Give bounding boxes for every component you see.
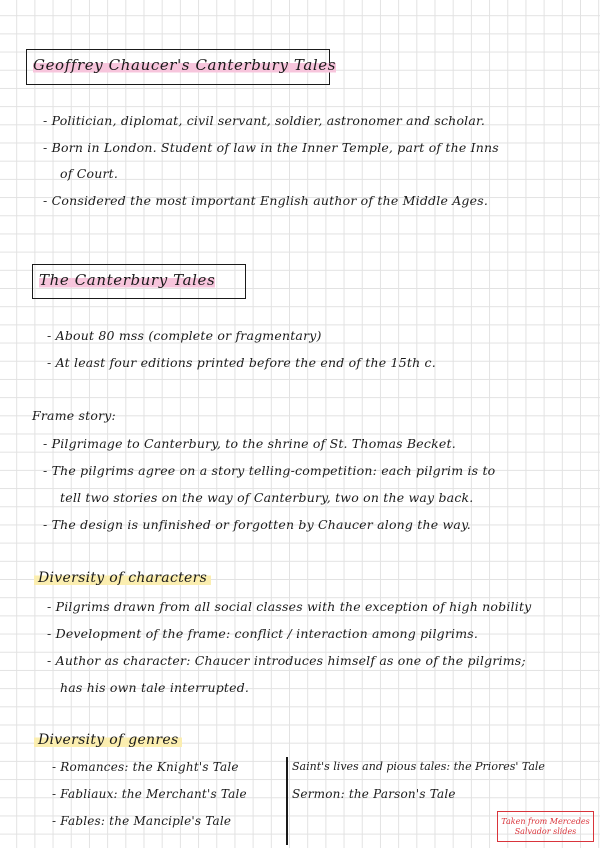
genre-right-2: Sermon: the Parson's Tale: [292, 787, 456, 801]
credit-text: Taken from Mercedes Salvador slides: [501, 816, 590, 836]
tales-title-text: The Canterbury Tales: [39, 271, 216, 289]
frame-line-2: - The pilgrims agree on a story telling-competition: each pilgrim is to: [43, 463, 496, 478]
bio-line-4: - Considered the most important English author of the Middle Ages.: [43, 193, 489, 208]
frame-line-1: - Pilgrimage to Canterbury, to the shrine of St. Thomas Becket.: [43, 436, 456, 451]
characters-line-1: - Pilgrims drawn from all social classes with the exception of high nobility: [47, 599, 532, 614]
characters-heading-text: Diversity of characters: [34, 570, 211, 586]
genres-heading: [34, 732, 182, 748]
credit-stamp: [497, 811, 594, 842]
characters-line-3: - Author as character: Chaucer introduces himself as one of the pilgrims;: [47, 653, 526, 668]
genres-heading-text: Diversity of genres: [34, 732, 182, 748]
page-title-text: Geoffrey Chaucer's Canterbury Tales: [33, 56, 337, 74]
frame-line-3: tell two stories on the way of Canterbury, two on the way back.: [60, 490, 474, 505]
bio-line-3: of Court.: [60, 166, 119, 181]
tales-line-1: - About 80 mss (complete or fragmentary): [47, 328, 322, 343]
bio-line-1: - Politician, diplomat, civil servant, soldier, astronomer and scholar.: [43, 113, 485, 128]
frame-line-4: - The design is unfinished or forgotten by Chaucer along the way.: [43, 517, 471, 532]
bio-line-2: - Born in London. Student of law in the Inner Temple, part of the Inns: [43, 140, 499, 155]
genre-left-2: - Fabliaux: the Merchant's Tale: [52, 787, 247, 801]
genres-divider: [286, 757, 288, 845]
characters-heading: [34, 570, 211, 586]
tales-line-2: - At least four editions printed before the end of the 15th c.: [47, 355, 436, 370]
tales-title: [39, 271, 215, 289]
page-title: [33, 56, 336, 74]
characters-line-2: - Development of the frame: conflict / interaction among pilgrims.: [47, 626, 479, 641]
frame-heading: Frame story:: [32, 408, 116, 423]
characters-line-4: has his own tale interrupted.: [60, 680, 250, 695]
genre-left-3: - Fables: the Manciple's Tale: [52, 814, 232, 828]
genre-right-1: Saint's lives and pious tales: the Priores' Tale: [292, 760, 545, 773]
genre-left-1: - Romances: the Knight's Tale: [52, 760, 239, 774]
